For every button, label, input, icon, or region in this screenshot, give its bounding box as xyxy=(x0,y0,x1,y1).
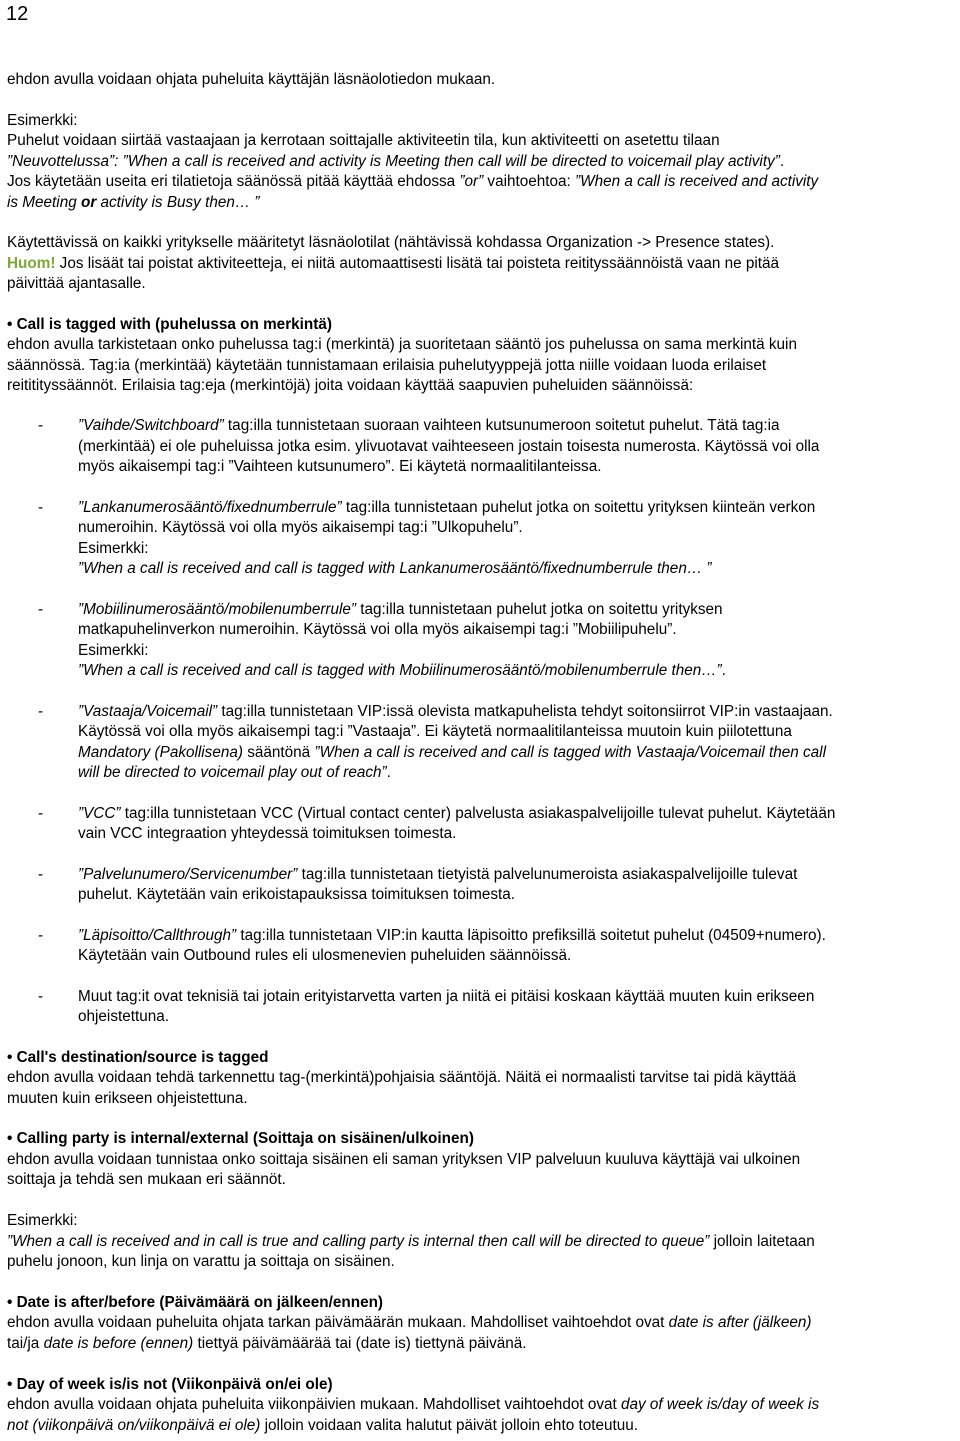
list-dash: - xyxy=(38,703,44,720)
text-run: ”When a call is received and in call is true and calling party is internal then call will be directed to queue” xyxy=(7,1233,710,1250)
text-run: ”Palvelunumero/Servicenumber” xyxy=(78,866,298,883)
text-run: will be directed to voicemail play out of reach” xyxy=(78,764,387,781)
text-run: • Calling party is internal/external (Soittaja on sisäinen/ulkoinen) xyxy=(7,1130,474,1147)
text-run: ”Lankanumerosääntö/fixednumberrule” xyxy=(78,499,342,516)
text-run: ”Mobiilinumerosääntö/mobilenumberrule” xyxy=(78,601,357,618)
text-line xyxy=(78,416,780,436)
text-line xyxy=(7,1313,811,1333)
text-run: ohjeistettuna. xyxy=(78,1008,169,1025)
text-line xyxy=(7,376,693,396)
text-line xyxy=(78,865,797,885)
text-line xyxy=(78,824,456,844)
text-run: Esimerkki: xyxy=(78,642,149,659)
text-line xyxy=(7,131,720,151)
list-dash: - xyxy=(38,927,44,944)
text-run: ehdon avulla voidaan tunnistaa onko soittaja sisäinen eli saman yrityksen VIP palveluun kuuluva käyttäjä vai ulkoinen xyxy=(7,1151,801,1168)
text-run: päivittää ajantasalle. xyxy=(7,275,146,292)
text-line xyxy=(7,1334,527,1354)
text-run: ”or” xyxy=(459,173,484,190)
text-run: numeroihin. Käytössä voi olla myös aikaisempi tag:i ”Ulkopuhelu”. xyxy=(78,519,523,536)
text-run: Esimerkki: xyxy=(78,540,149,557)
text-line xyxy=(7,152,784,172)
text-line xyxy=(7,233,774,253)
text-line xyxy=(78,498,815,518)
text-run: tai/ja xyxy=(7,1335,44,1352)
text-run: sääntönä xyxy=(242,744,315,761)
text-run: date is after (jälkeen) xyxy=(668,1314,812,1331)
text-run: tag:illa tunnistetaan VIP:issä olevista matkapuhelista tehdyt soitonsiirrot VIP:in vastaajaan. xyxy=(217,703,833,720)
text-run: . xyxy=(386,764,391,781)
text-run: muuten kuin erikseen ohjeistettuna. xyxy=(7,1090,248,1107)
note-label: Huom! xyxy=(7,255,56,272)
text-line xyxy=(78,987,814,1007)
text-line xyxy=(78,702,833,722)
text-line xyxy=(7,1048,268,1068)
text-line xyxy=(7,335,797,355)
text-line xyxy=(7,1150,800,1170)
text-line xyxy=(7,356,766,376)
text-run: vaihtoehtoa: xyxy=(483,173,576,190)
text-run: reititityssäännöt. Erilaisia tag:eja (merkintöjä) joita voidaan käyttää saapuvien puheluiden säännöissä: xyxy=(7,377,694,394)
text-line xyxy=(7,254,779,274)
text-line xyxy=(78,885,515,905)
text-run: ehdon avulla voidaan ohjata puheluita käyttäjän läsnäolotiedon mukaan. xyxy=(7,71,496,88)
text-run: ”Läpisoitto/Callthrough” xyxy=(78,927,237,944)
list-dash: - xyxy=(38,601,44,618)
text-line xyxy=(7,1170,286,1190)
text-line xyxy=(7,70,495,90)
text-run: (merkintää) ei ole puheluissa jotka esim. ylivuotavat vaihteeseen jostain toisesta numerosta. Käytössä voi olla xyxy=(78,438,820,455)
text-line xyxy=(78,518,523,538)
text-run: date is before (ennen) xyxy=(43,1335,194,1352)
text-line xyxy=(78,437,819,457)
text-line xyxy=(7,193,260,213)
text-line xyxy=(78,641,149,661)
text-run: Esimerkki: xyxy=(7,112,78,129)
text-run: soittaja ja tehdä sen mukaan eri säännöt. xyxy=(7,1171,286,1188)
text-run: ”When a call is received and call is tagged with Vastaaja/Voicemail then call xyxy=(314,744,826,761)
text-run: Esimerkki: xyxy=(7,1212,78,1229)
text-run: tag:illa tunnistetaan suoraan vaihteen kutsunumeroon soitetut puhelut. Tätä tag:ia xyxy=(223,417,780,434)
text-run: Käytetään vain Outbound rules eli ulosmenevien puheluiden säännöissä. xyxy=(78,947,572,964)
text-run: or xyxy=(80,194,97,211)
text-run: . xyxy=(721,662,726,679)
text-line xyxy=(78,457,601,477)
text-line xyxy=(7,1232,815,1252)
text-line xyxy=(7,1129,474,1149)
text-line xyxy=(7,1068,796,1088)
text-run: ehdon avulla voidaan puheluita ohjata tarkan päivämäärän mukaan. Mahdolliset vaihtoehdot ovat xyxy=(7,1314,669,1331)
text-line xyxy=(78,600,723,620)
text-run: ”When a call is received and call is tagged with Mobiilinumerosääntö/mobilenumberrule then…” xyxy=(78,662,722,679)
text-line xyxy=(7,1395,819,1415)
text-run: ”VCC” xyxy=(78,805,121,822)
text-line xyxy=(7,172,818,192)
text-line xyxy=(78,804,835,824)
text-run: Jos käytetään useita eri tilatietoja säänössä pitää käyttää ehdossa xyxy=(7,173,460,190)
text-run: Muut tag:it ovat teknisiä tai jotain erityistarvetta varten ja niitä ei pitäisi koskaan käyttää muuten kuin erikseen xyxy=(78,988,815,1005)
text-line xyxy=(78,743,826,763)
text-run: puhelut. Käytetään vain erikoistapauksissa toimituksen toimesta. xyxy=(78,886,516,903)
text-run: . xyxy=(779,153,785,170)
text-run: ”Vaihde/Switchboard” xyxy=(78,417,224,434)
text-run: not (viikonpäivä on/viikonpäivä ei ole) xyxy=(7,1417,261,1434)
text-run: Puhelut voidaan siirtää vastaajaan ja kerrotaan soittajalle aktiviteetin tila, kun aktiviteetti on asetettu tilaan xyxy=(7,132,720,149)
text-run: • Call is tagged with (puhelussa on merkintä) xyxy=(7,316,332,333)
text-line xyxy=(78,661,726,681)
text-line xyxy=(78,946,571,966)
text-run: tag:illa tunnistetaan tietyistä palvelunumeroista asiakaspalvelijoille tulevat xyxy=(297,866,798,883)
text-run: Mandatory (Pakollisena) xyxy=(78,744,243,761)
text-run: tiettyä päivämäärää tai (date is) tiettynä päivänä. xyxy=(193,1335,527,1352)
text-line xyxy=(78,620,677,640)
text-run: tag:illa tunnistetaan puhelut jotka on soitettu yrityksen kiinteän verkon xyxy=(341,499,816,516)
text-run: myös aikaisempi tag:i ”Vaihteen kutsunumero”. Ei käytetä normaalitilanteissa. xyxy=(78,458,602,475)
text-run: day of week is/day of week is xyxy=(621,1396,820,1413)
text-line xyxy=(78,926,826,946)
text-line xyxy=(78,559,711,579)
text-run: Käytössä voi olla myös aikaisempi tag:i ”Vastaaja”. Ei käytetä normaalitilanteissa muutoin kuin piilotettuna xyxy=(78,723,792,740)
list-dash: - xyxy=(38,866,44,883)
text-run: säännössä. Tag:ia (merkintää) käytetään tunnistamaan erilaisia puhelutyyppejä jotta niille voidaan luoda erilaiset xyxy=(7,357,767,374)
text-run: ”When a call is received and call is tagged with Lankanumerosääntö/fixednumberrule then… ” xyxy=(78,560,712,577)
text-line xyxy=(7,315,332,335)
text-run: jolloin voidaan valita halutut päivät jolloin ehto toteutuu. xyxy=(260,1417,638,1434)
text-run: • Day of week is/is not (Viikonpäivä on/ei ole) xyxy=(7,1376,333,1393)
text-line xyxy=(7,1089,248,1109)
text-run: Jos lisäät tai poistat aktiviteetteja, ei niitä automaattisesti lisätä tai poisteta reitityssäännöistä vaan ne pitää xyxy=(55,255,780,272)
text-run: ehdon avulla voidaan ohjata puheluita viikonpäivien mukaan. Mahdolliset vaihtoehdot ovat xyxy=(7,1396,621,1413)
text-line xyxy=(78,1007,169,1027)
text-line xyxy=(7,1416,638,1436)
text-run: ”Neuvottelussa”: ”When a call is received and activity is Meeting then call will be directed to voicemail play activity” xyxy=(7,153,780,170)
text-run: vain VCC integraation yhteydessä toimituksen toimesta. xyxy=(78,825,457,842)
text-line xyxy=(78,722,792,742)
text-run: Käytettävissä on kaikki yritykselle määritetyt läsnäolotilat (nähtävissä kohdassa Organization -> Presence states). xyxy=(7,234,775,251)
list-dash: - xyxy=(38,499,44,516)
list-dash: - xyxy=(38,417,44,434)
text-run: activity is Busy then… ” xyxy=(96,194,260,211)
text-run: jolloin laitetaan xyxy=(709,1233,815,1250)
text-run: • Call's destination/source is tagged xyxy=(7,1049,269,1066)
text-run: • Date is after/before (Päivämäärä on jälkeen/ennen) xyxy=(7,1294,384,1311)
text-line xyxy=(7,1252,395,1272)
text-run: ehdon avulla voidaan tehdä tarkennettu tag-(merkintä)pohjaisia sääntöjä. Näitä ei normaalisti tarvitse tai pidä käyttää xyxy=(7,1069,797,1086)
text-line xyxy=(7,1211,78,1231)
text-run: ”Vastaaja/Voicemail” xyxy=(78,703,218,720)
list-dash: - xyxy=(38,805,44,822)
text-run: puhelu jonoon, kun linja on varattu ja soittaja on sisäinen. xyxy=(7,1253,395,1270)
page-number: 12 xyxy=(6,3,29,25)
text-run: is Meeting xyxy=(7,194,81,211)
text-line xyxy=(7,1375,333,1395)
list-dash: - xyxy=(38,988,44,1005)
text-line xyxy=(78,763,391,783)
text-run: ehdon avulla tarkistetaan onko puhelussa tag:i (merkintä) ja suoritetaan sääntö jos puhelussa on sama merkintä kuin xyxy=(7,336,797,353)
text-line xyxy=(7,274,146,294)
text-run: tag:illa tunnistetaan puhelut jotka on soitettu yrityksen xyxy=(356,601,723,618)
text-run: matkapuhelinverkon numeroihin. Käytössä voi olla myös aikaisempi tag:i ”Mobiilipuhelu”. xyxy=(78,621,677,638)
text-run: ”When a call is received and activity xyxy=(575,173,819,190)
text-line xyxy=(7,1293,383,1313)
text-line xyxy=(7,111,78,131)
text-line xyxy=(78,539,149,559)
text-run: tag:illa tunnistetaan VCC (Virtual contact center) palvelusta asiakaspalvelijoille tulevat puhelut. Käytetään xyxy=(120,805,836,822)
text-run: tag:illa tunnistetaan VIP:in kautta läpisoitto prefiksillä soitetut puhelut (04509+numero). xyxy=(236,927,826,944)
